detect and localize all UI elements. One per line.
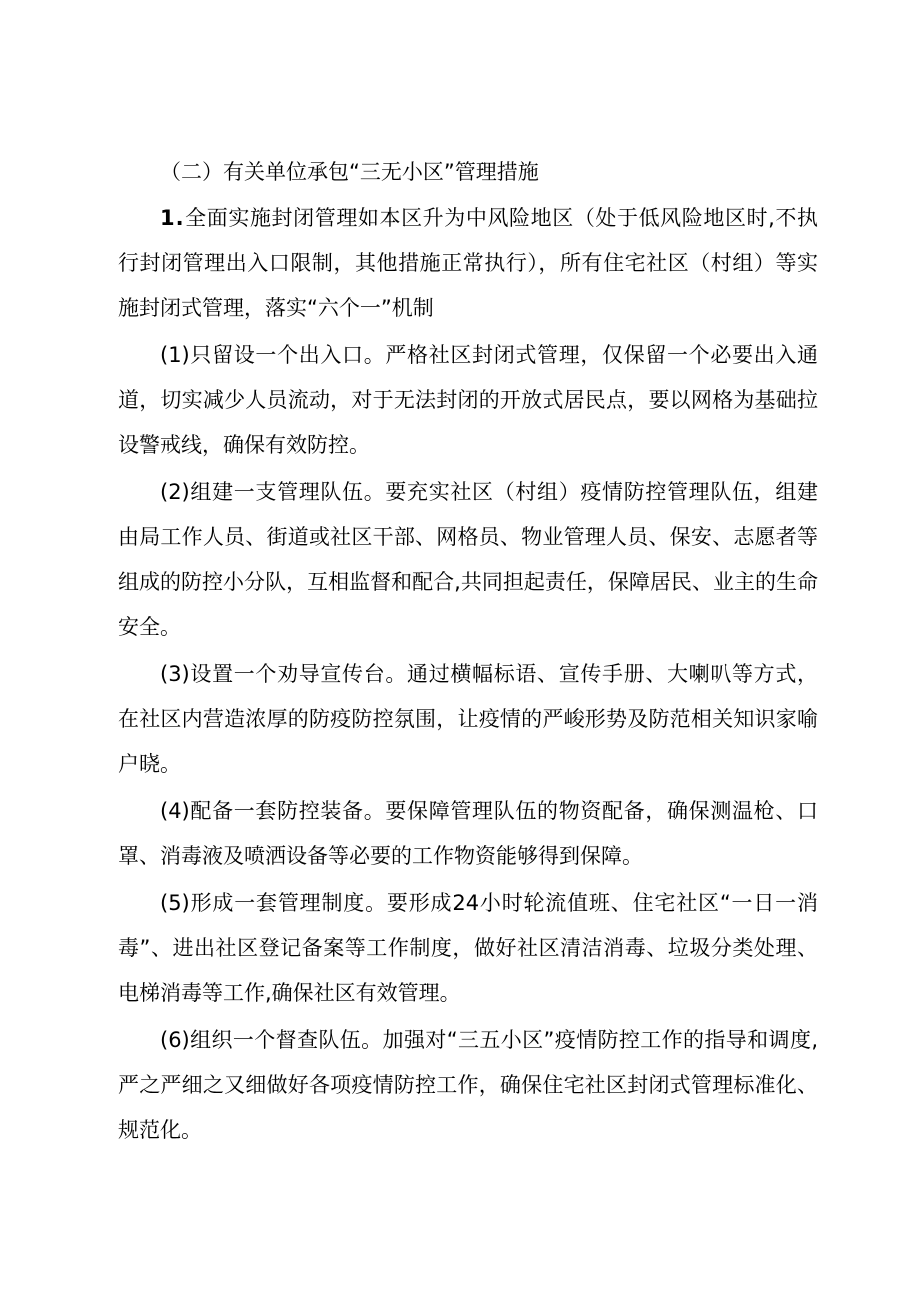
item-1-text: 全面实施封闭管理如本区升为中风险地区（处于低风险地区时,不执行封闭管理出入口限制，其他措施正常执行），所有住宅社区（村组）等实施封闭式管理，落实“六个一”机制 [118, 206, 818, 320]
document-body [118, 150, 818, 1153]
item-1-paragraph [118, 196, 818, 331]
subitem-3-label: (3) [160, 662, 190, 686]
subitem-6-label: (6) [160, 1028, 190, 1052]
subitem-3-paragraph [118, 652, 818, 787]
subitem-5-label: (5) [160, 891, 190, 915]
subitem-2-text: 组建一支管理队伍。要充实社区（村组）疫情防控管理队伍，组建由局工作人员、街道或社区干部、网格员、物业管理人员、保安、志愿者等组成的防控小分队，互相监督和配合,共同担起责任，保障居民、业主的生命安全。 [118, 480, 818, 639]
subitem-1-paragraph [118, 333, 818, 468]
subitem-1-text: 只留设一个出入口。严格社区封闭式管理，仅保留一个必要出入通道，切实减少人员流动，对于无法封闭的开放式居民点，要以网格为基础拉设警戒线，确保有效防控。 [118, 343, 818, 457]
subitem-4-paragraph [118, 789, 818, 879]
subitem-1-label: (1) [160, 343, 190, 367]
subitem-6-paragraph [118, 1018, 818, 1153]
subitem-5-text: 形成一套管理制度。要形成24小时轮流值班、住宅社区“一日一消毒”、进出社区登记备案等工作制度，做好社区清洁消毒、垃圾分类处理、电梯消毒等工作,确保社区有效管理。 [118, 891, 818, 1005]
subitem-4-label: (4) [160, 799, 190, 823]
subitem-3-text: 设置一个劝导宣传台。通过横幅标语、宣传手册、大喇叭等方式，在社区内营造浓厚的防疫防控氛围，让疫情的严峻形势及防范相关知识家喻户晓。 [118, 662, 818, 776]
subitem-4-text: 配备一套防控装备。要保障管理队伍的物资配备，确保测温枪、口罩、消毒液及喷洒设备等必要的工作物资能够得到保障。 [118, 799, 818, 868]
subitem-2-paragraph [118, 470, 818, 650]
item-1-number: 1. [160, 206, 185, 230]
subitem-5-paragraph [118, 881, 818, 1016]
subitem-6-text: 组织一个督查队伍。加强对“三五小区”疫情防控工作的指导和调度,严之严细之又细做好各项疫情防控工作，确保住宅社区封闭式管理标准化、规范化。 [118, 1028, 818, 1142]
subitem-2-label: (2) [160, 480, 190, 504]
section-heading: （二）有关单位承包“三无小区”管理措施 [160, 160, 539, 184]
